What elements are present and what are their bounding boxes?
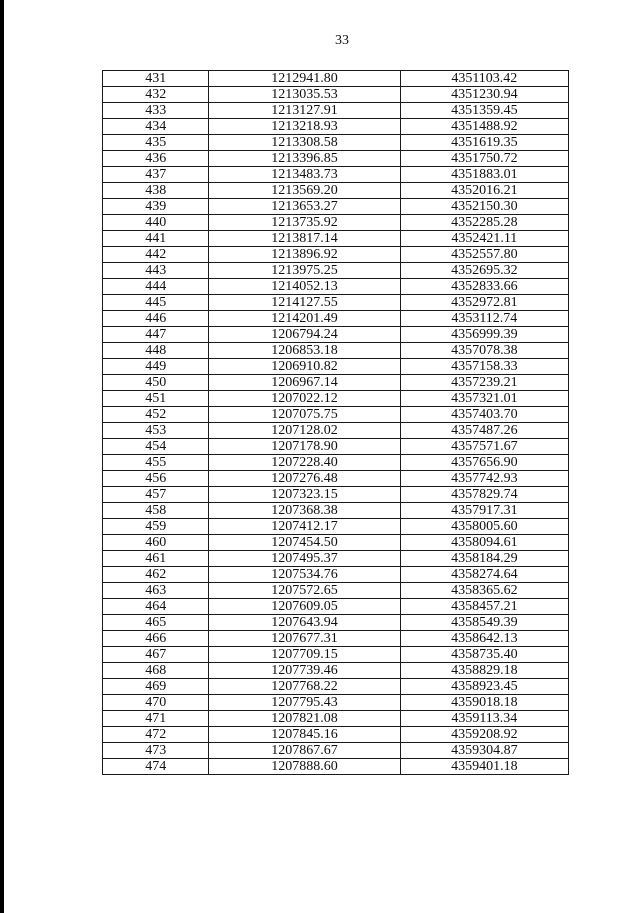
- table-row: [103, 567, 569, 583]
- table-row: [103, 167, 569, 183]
- y-coordinate-cell: 4353112.74: [400, 311, 568, 327]
- x-coordinate-cell: 1206910.82: [209, 359, 400, 375]
- table-row: [103, 391, 569, 407]
- table-row: [103, 679, 569, 695]
- point-number-cell: 438: [103, 183, 209, 199]
- x-coordinate-cell: 1213735.92: [209, 215, 400, 231]
- x-coordinate-cell: 1213308.58: [209, 135, 400, 151]
- y-coordinate-cell: 4358365.62: [400, 583, 568, 599]
- x-coordinate-cell: 1207709.15: [209, 647, 400, 663]
- point-number-cell: 462: [103, 567, 209, 583]
- x-coordinate-cell: 1207276.48: [209, 471, 400, 487]
- point-number-cell: 443: [103, 263, 209, 279]
- point-number-cell: 442: [103, 247, 209, 263]
- x-coordinate-cell: 1214052.13: [209, 279, 400, 295]
- table-row: [103, 247, 569, 263]
- x-coordinate-cell: 1207739.46: [209, 663, 400, 679]
- x-coordinate-cell: 1207128.02: [209, 423, 400, 439]
- y-coordinate-cell: 4358642.13: [400, 631, 568, 647]
- y-coordinate-cell: 4359304.87: [400, 743, 568, 759]
- y-coordinate-cell: 4358923.45: [400, 679, 568, 695]
- point-number-cell: 432: [103, 87, 209, 103]
- y-coordinate-cell: 4352972.81: [400, 295, 568, 311]
- y-coordinate-cell: 4358184.29: [400, 551, 568, 567]
- point-number-cell: 449: [103, 359, 209, 375]
- point-number-cell: 447: [103, 327, 209, 343]
- table-row: [103, 423, 569, 439]
- point-number-cell: 433: [103, 103, 209, 119]
- table-row: [103, 695, 569, 711]
- point-number-cell: 461: [103, 551, 209, 567]
- point-number-cell: 468: [103, 663, 209, 679]
- point-number-cell: 473: [103, 743, 209, 759]
- y-coordinate-cell: 4358457.21: [400, 599, 568, 615]
- y-coordinate-cell: 4357829.74: [400, 487, 568, 503]
- point-number-cell: 444: [103, 279, 209, 295]
- point-number-cell: 471: [103, 711, 209, 727]
- point-number-cell: 439: [103, 199, 209, 215]
- y-coordinate-cell: 4357742.93: [400, 471, 568, 487]
- x-coordinate-cell: 1207534.76: [209, 567, 400, 583]
- y-coordinate-cell: 4352285.28: [400, 215, 568, 231]
- x-coordinate-cell: 1207412.17: [209, 519, 400, 535]
- x-coordinate-cell: 1213817.14: [209, 231, 400, 247]
- x-coordinate-cell: 1214201.49: [209, 311, 400, 327]
- table-row: [103, 455, 569, 471]
- point-number-cell: 458: [103, 503, 209, 519]
- table-row: [103, 647, 569, 663]
- point-number-cell: 435: [103, 135, 209, 151]
- point-number-cell: 445: [103, 295, 209, 311]
- x-coordinate-cell: 1213218.93: [209, 119, 400, 135]
- x-coordinate-cell: 1213396.85: [209, 151, 400, 167]
- table-row: [103, 311, 569, 327]
- point-number-cell: 464: [103, 599, 209, 615]
- table-row: [103, 295, 569, 311]
- y-coordinate-cell: 4357078.38: [400, 343, 568, 359]
- coordinates-table-body: [103, 71, 569, 775]
- point-number-cell: 466: [103, 631, 209, 647]
- x-coordinate-cell: 1206853.18: [209, 343, 400, 359]
- table-row: [103, 375, 569, 391]
- x-coordinate-cell: 1213975.25: [209, 263, 400, 279]
- table-row: [103, 535, 569, 551]
- table-row: [103, 583, 569, 599]
- table-row: [103, 631, 569, 647]
- y-coordinate-cell: 4358829.18: [400, 663, 568, 679]
- point-number-cell: 437: [103, 167, 209, 183]
- y-coordinate-cell: 4357158.33: [400, 359, 568, 375]
- x-coordinate-cell: 1207609.05: [209, 599, 400, 615]
- point-number-cell: 465: [103, 615, 209, 631]
- table-row: [103, 503, 569, 519]
- point-number-cell: 441: [103, 231, 209, 247]
- table-row: [103, 151, 569, 167]
- y-coordinate-cell: 4358549.39: [400, 615, 568, 631]
- x-coordinate-cell: 1207677.31: [209, 631, 400, 647]
- point-number-cell: 450: [103, 375, 209, 391]
- point-number-cell: 452: [103, 407, 209, 423]
- table-row: [103, 71, 569, 87]
- point-number-cell: 470: [103, 695, 209, 711]
- y-coordinate-cell: 4351619.35: [400, 135, 568, 151]
- point-number-cell: 459: [103, 519, 209, 535]
- y-coordinate-cell: 4359208.92: [400, 727, 568, 743]
- table-row: [103, 87, 569, 103]
- table-row: [103, 279, 569, 295]
- x-coordinate-cell: 1213127.91: [209, 103, 400, 119]
- y-coordinate-cell: 4352016.21: [400, 183, 568, 199]
- page-number: 33: [335, 33, 349, 48]
- x-coordinate-cell: 1207821.08: [209, 711, 400, 727]
- table-row: [103, 743, 569, 759]
- point-number-cell: 469: [103, 679, 209, 695]
- x-coordinate-cell: 1207368.38: [209, 503, 400, 519]
- y-coordinate-cell: 4357656.90: [400, 455, 568, 471]
- table-row: [103, 359, 569, 375]
- y-coordinate-cell: 4351750.72: [400, 151, 568, 167]
- point-number-cell: 456: [103, 471, 209, 487]
- table-row: [103, 615, 569, 631]
- scan-edge: [0, 0, 4, 913]
- point-number-cell: 474: [103, 759, 209, 775]
- y-coordinate-cell: 4352421.11: [400, 231, 568, 247]
- x-coordinate-cell: 1212941.80: [209, 71, 400, 87]
- y-coordinate-cell: 4357917.31: [400, 503, 568, 519]
- point-number-cell: 455: [103, 455, 209, 471]
- table-row: [103, 327, 569, 343]
- y-coordinate-cell: 4351488.92: [400, 119, 568, 135]
- x-coordinate-cell: 1207022.12: [209, 391, 400, 407]
- table-row: [103, 343, 569, 359]
- table-row: [103, 199, 569, 215]
- point-number-cell: 436: [103, 151, 209, 167]
- point-number-cell: 454: [103, 439, 209, 455]
- y-coordinate-cell: 4359113.34: [400, 711, 568, 727]
- table-row: [103, 711, 569, 727]
- point-number-cell: 453: [103, 423, 209, 439]
- point-number-cell: 440: [103, 215, 209, 231]
- x-coordinate-cell: 1206794.24: [209, 327, 400, 343]
- y-coordinate-cell: 4351103.42: [400, 71, 568, 87]
- point-number-cell: 460: [103, 535, 209, 551]
- x-coordinate-cell: 1206967.14: [209, 375, 400, 391]
- table-row: [103, 119, 569, 135]
- y-coordinate-cell: 4358005.60: [400, 519, 568, 535]
- x-coordinate-cell: 1207323.15: [209, 487, 400, 503]
- table-row: [103, 407, 569, 423]
- y-coordinate-cell: 4352833.66: [400, 279, 568, 295]
- x-coordinate-cell: 1207867.67: [209, 743, 400, 759]
- table-row: [103, 231, 569, 247]
- table-row: [103, 215, 569, 231]
- point-number-cell: 467: [103, 647, 209, 663]
- y-coordinate-cell: 4352695.32: [400, 263, 568, 279]
- x-coordinate-cell: 1207228.40: [209, 455, 400, 471]
- x-coordinate-cell: 1213483.73: [209, 167, 400, 183]
- table-row: [103, 551, 569, 567]
- x-coordinate-cell: 1207495.37: [209, 551, 400, 567]
- point-number-cell: 457: [103, 487, 209, 503]
- y-coordinate-cell: 4357403.70: [400, 407, 568, 423]
- point-number-cell: 446: [103, 311, 209, 327]
- y-coordinate-cell: 4358735.40: [400, 647, 568, 663]
- x-coordinate-cell: 1207178.90: [209, 439, 400, 455]
- point-number-cell: 463: [103, 583, 209, 599]
- point-number-cell: 431: [103, 71, 209, 87]
- table-row: [103, 487, 569, 503]
- table-row: [103, 183, 569, 199]
- table-row: [103, 727, 569, 743]
- x-coordinate-cell: 1214127.55: [209, 295, 400, 311]
- y-coordinate-cell: 4352150.30: [400, 199, 568, 215]
- table-row: [103, 135, 569, 151]
- x-coordinate-cell: 1207075.75: [209, 407, 400, 423]
- x-coordinate-cell: 1213653.27: [209, 199, 400, 215]
- y-coordinate-cell: 4359018.18: [400, 695, 568, 711]
- y-coordinate-cell: 4351230.94: [400, 87, 568, 103]
- point-number-cell: 434: [103, 119, 209, 135]
- coordinates-table: [102, 70, 569, 775]
- y-coordinate-cell: 4357487.26: [400, 423, 568, 439]
- y-coordinate-cell: 4351359.45: [400, 103, 568, 119]
- point-number-cell: 448: [103, 343, 209, 359]
- table-row: [103, 471, 569, 487]
- y-coordinate-cell: 4351883.01: [400, 167, 568, 183]
- y-coordinate-cell: 4356999.39: [400, 327, 568, 343]
- y-coordinate-cell: 4352557.80: [400, 247, 568, 263]
- x-coordinate-cell: 1213569.20: [209, 183, 400, 199]
- y-coordinate-cell: 4357571.67: [400, 439, 568, 455]
- point-number-cell: 451: [103, 391, 209, 407]
- point-number-cell: 472: [103, 727, 209, 743]
- table-row: [103, 663, 569, 679]
- y-coordinate-cell: 4357239.21: [400, 375, 568, 391]
- y-coordinate-cell: 4359401.18: [400, 759, 568, 775]
- y-coordinate-cell: 4358274.64: [400, 567, 568, 583]
- x-coordinate-cell: 1207643.94: [209, 615, 400, 631]
- x-coordinate-cell: 1207572.65: [209, 583, 400, 599]
- x-coordinate-cell: 1207845.16: [209, 727, 400, 743]
- x-coordinate-cell: 1213035.53: [209, 87, 400, 103]
- table-row: [103, 439, 569, 455]
- y-coordinate-cell: 4357321.01: [400, 391, 568, 407]
- x-coordinate-cell: 1207454.50: [209, 535, 400, 551]
- table-row: [103, 263, 569, 279]
- y-coordinate-cell: 4358094.61: [400, 535, 568, 551]
- table-row: [103, 519, 569, 535]
- x-coordinate-cell: 1207795.43: [209, 695, 400, 711]
- x-coordinate-cell: 1213896.92: [209, 247, 400, 263]
- x-coordinate-cell: 1207888.60: [209, 759, 400, 775]
- table-row: [103, 103, 569, 119]
- x-coordinate-cell: 1207768.22: [209, 679, 400, 695]
- table-row: [103, 759, 569, 775]
- table-row: [103, 599, 569, 615]
